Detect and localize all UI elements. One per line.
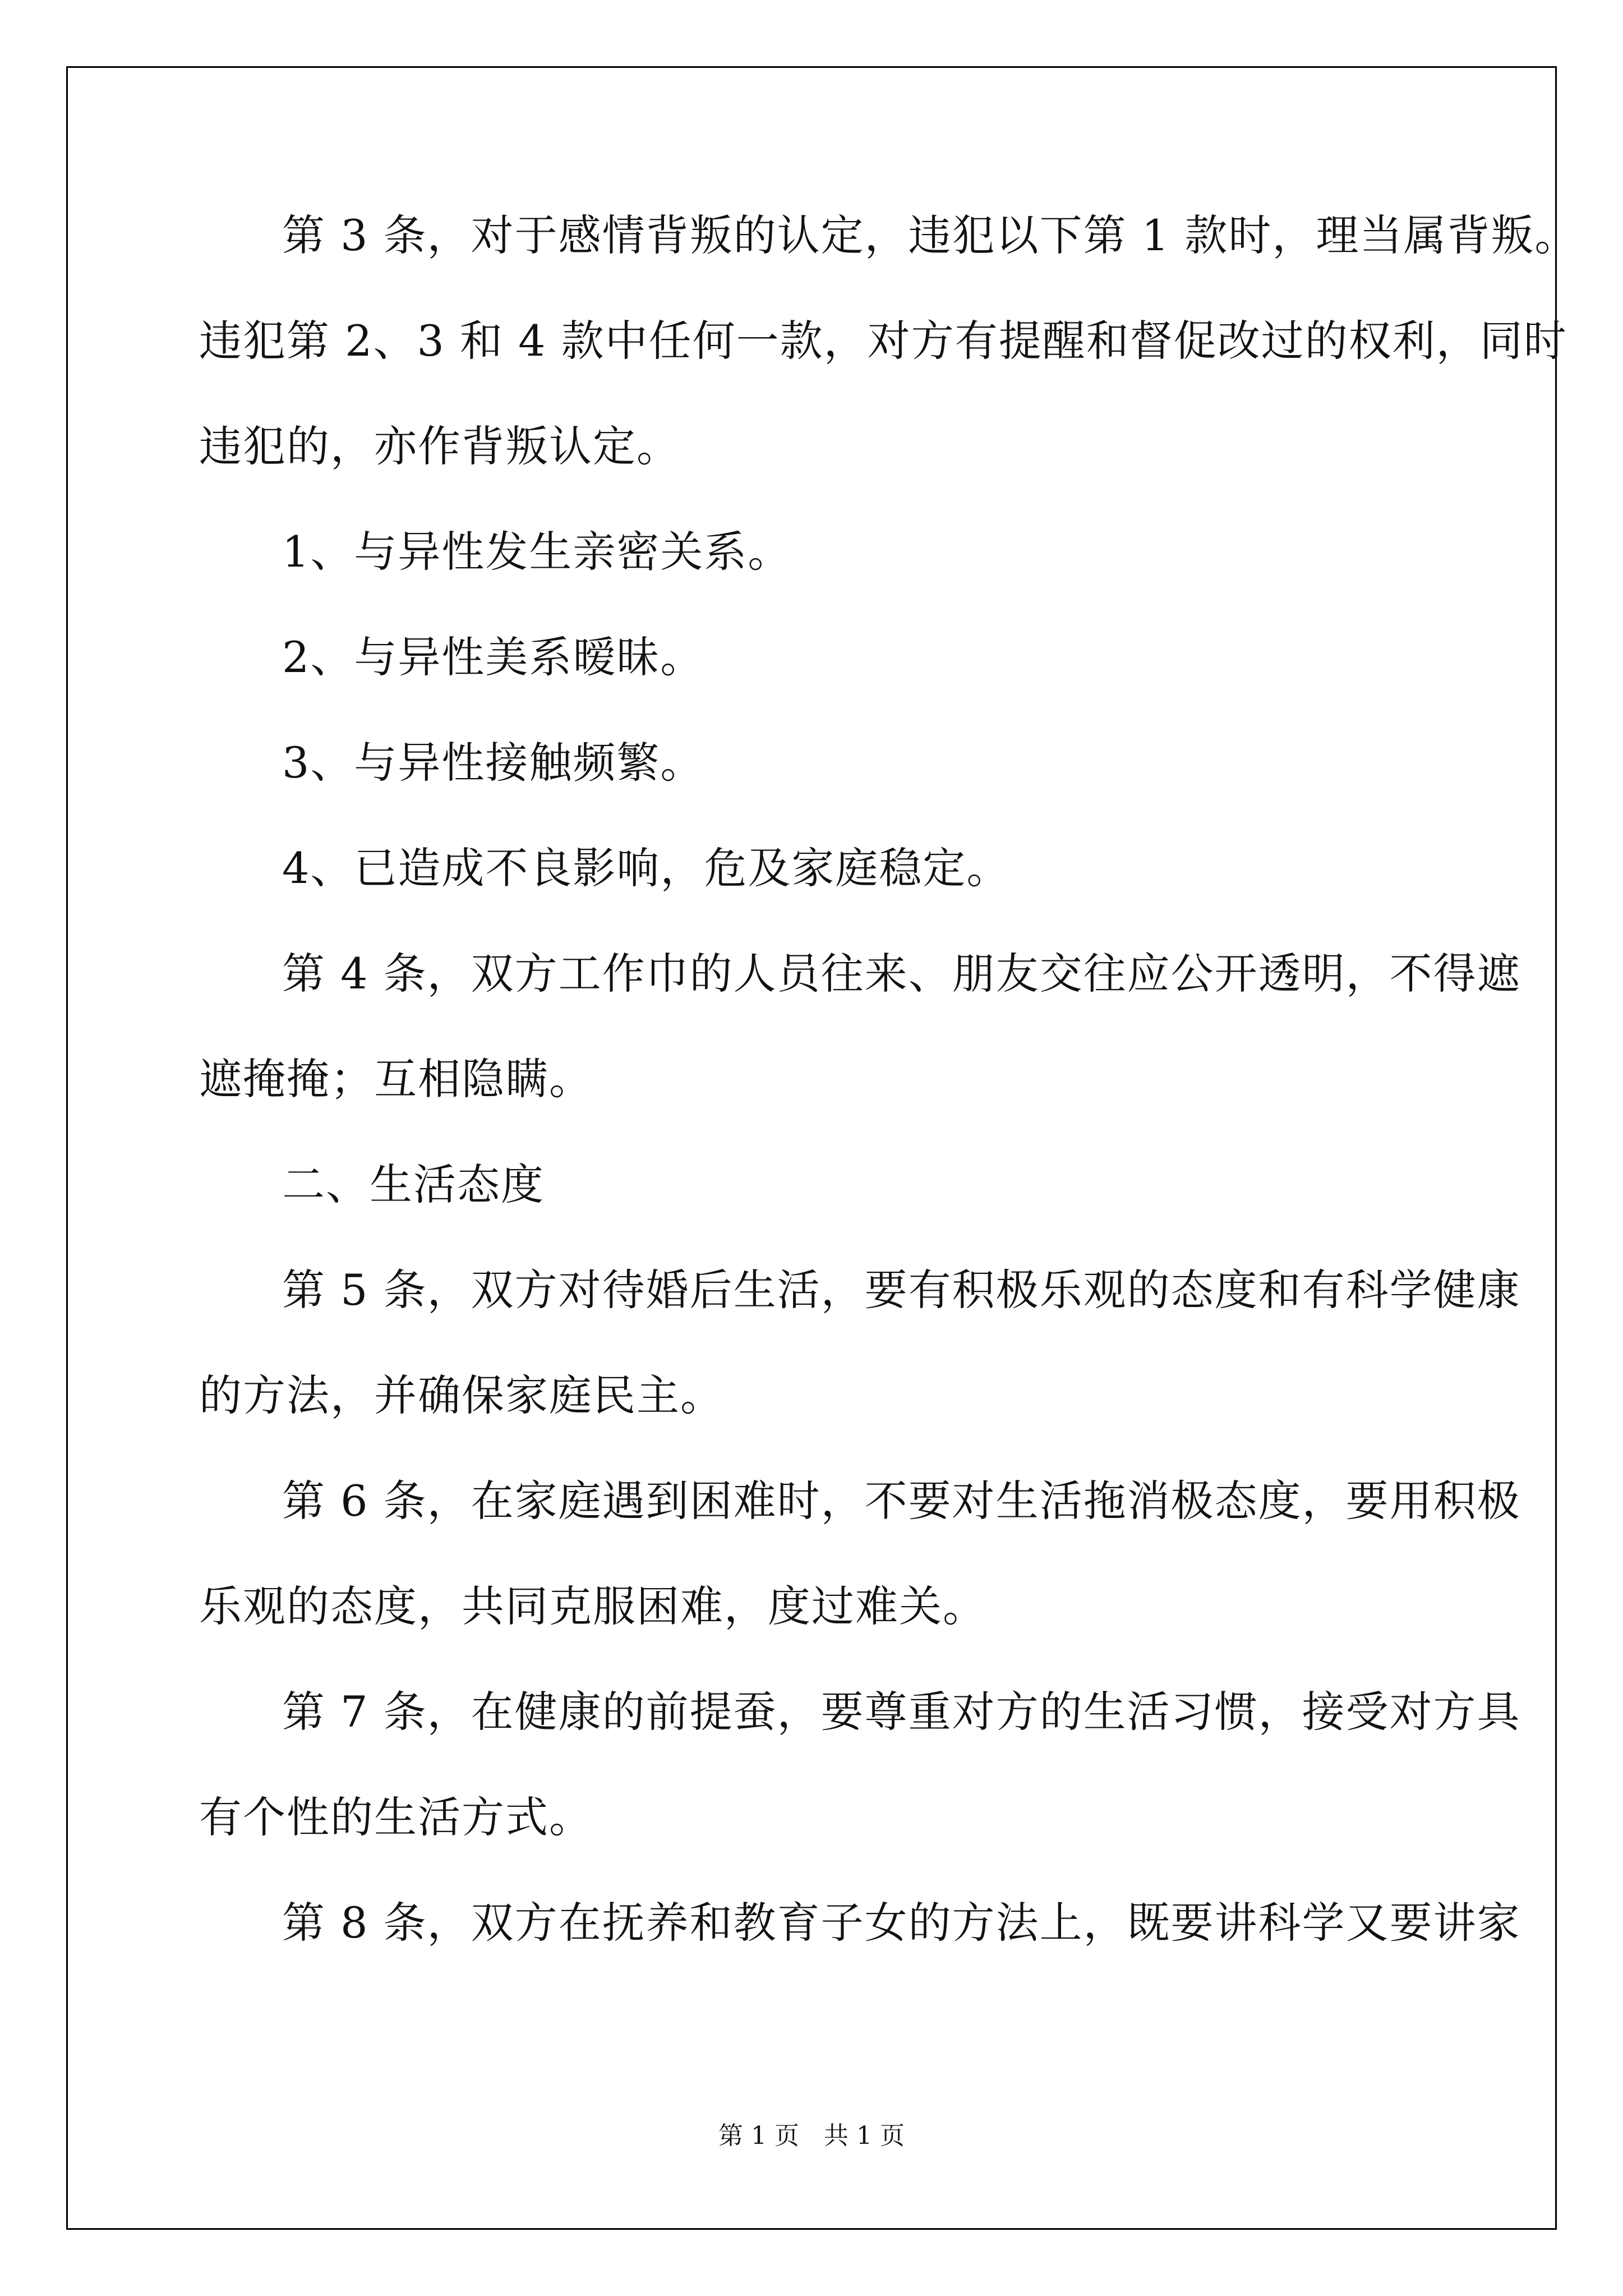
paragraph-line: 遮掩掩；互相隐瞒。 [199,1054,593,1104]
paragraph-line: 第 4 条，双方工作巾的人员往来、朋友交往应公开透明，不得遮 [282,949,1521,999]
paragraph-line: 违犯第 2、3 和 4 款中任何一款，对方有提醒和督促改过的权利，同时 [199,316,1567,366]
paragraph-line: 违犯的，亦作背叛认定。 [199,421,680,471]
paragraph-line: 第 3 条，对于感情背叛的认定，违犯以下第 1 款时，理当属背叛。 [282,210,1579,260]
page-number-footer: 第 1 页 共 1 页 [718,2122,905,2150]
paragraph-line: 第 8 条，双方在抚养和教育子女的方法上，既要讲科学又要讲家 [282,1898,1521,1948]
paragraph-line: 的方法，并确保家庭民主。 [199,1370,724,1420]
list-item: 2、与异性美系暧昧。 [282,632,704,682]
list-item: 4、已造成不良影响，危及家庭稳定。 [282,843,1011,893]
list-item: 3、与异性接触频繁。 [282,738,704,788]
section-heading: 二、生活态度 [282,1159,545,1209]
paragraph-line: 第 6 条，在家庭遇到困难时，不要对生活拖消极态度，要用积极 [282,1476,1521,1526]
list-item: 1、与异性发生亲密关系。 [282,527,792,577]
paragraph-line: 第 7 条，在健康的前提蚕，要尊重对方的生活习惯，接受对方具 [282,1687,1521,1737]
paragraph-line: 第 5 条，双方对待婚后生活，要有积极乐观的态度和有科学健康 [282,1265,1521,1315]
paragraph-line: 有个性的生活方式。 [199,1792,593,1842]
paragraph-line: 乐观的态度，共同克服困难，度过难关。 [199,1581,986,1631]
